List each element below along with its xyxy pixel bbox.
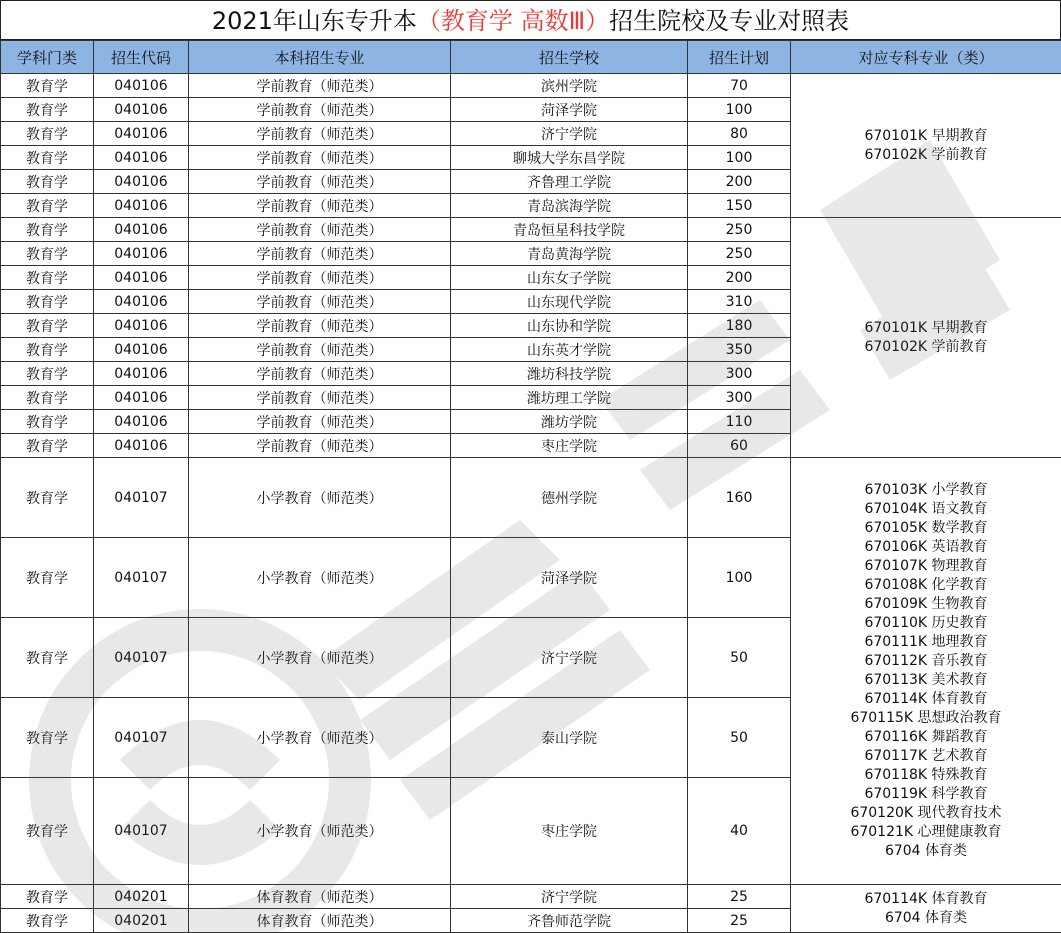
cell-vocational-majors bbox=[791, 458, 1061, 885]
vocational-major-item: 670114K 体育教育 bbox=[791, 890, 1061, 909]
vocational-major-item: 670108K 化学教育 bbox=[791, 576, 1061, 595]
cell-major: 学前教育（师范类） bbox=[189, 170, 451, 194]
cell-plan: 70 bbox=[688, 74, 791, 98]
cell-category: 教育学 bbox=[1, 266, 94, 290]
cell-category: 教育学 bbox=[1, 362, 94, 386]
table-header-row bbox=[1, 41, 1061, 74]
cell-code: 040106 bbox=[94, 338, 189, 362]
cell-major: 小学教育（师范类） bbox=[189, 618, 451, 698]
cell-code: 040106 bbox=[94, 410, 189, 434]
cell-major: 学前教育（师范类） bbox=[189, 74, 451, 98]
cell-plan: 200 bbox=[688, 266, 791, 290]
vocational-major-item: 670115K 思想政治教育 bbox=[791, 709, 1061, 728]
cell-plan: 80 bbox=[688, 122, 791, 146]
cell-plan: 25 bbox=[688, 909, 791, 933]
vocational-major-item: 670113K 美术教育 bbox=[791, 671, 1061, 690]
cell-plan: 180 bbox=[688, 314, 791, 338]
header-major: 本科招生专业 bbox=[189, 41, 451, 74]
cell-plan: 150 bbox=[688, 194, 791, 218]
cell-major: 学前教育（师范类） bbox=[189, 362, 451, 386]
table-row bbox=[1, 74, 1061, 98]
vocational-major-item: 670107K 物理教育 bbox=[791, 557, 1061, 576]
cell-category: 教育学 bbox=[1, 74, 94, 98]
cell-plan: 50 bbox=[688, 618, 791, 698]
vocational-major-item: 670106K 英语教育 bbox=[791, 538, 1061, 557]
cell-major: 学前教育（师范类） bbox=[189, 338, 451, 362]
cell-category: 教育学 bbox=[1, 909, 94, 933]
cell-code: 040106 bbox=[94, 146, 189, 170]
cell-category: 教育学 bbox=[1, 170, 94, 194]
cell-category: 教育学 bbox=[1, 885, 94, 909]
cell-major: 学前教育（师范类） bbox=[189, 98, 451, 122]
cell-school: 青岛恒星科技学院 bbox=[451, 218, 688, 242]
vocational-major-item: 670110K 历史教育 bbox=[791, 614, 1061, 633]
cell-major: 小学教育（师范类） bbox=[189, 698, 451, 778]
cell-school: 山东协和学院 bbox=[451, 314, 688, 338]
cell-school: 枣庄学院 bbox=[451, 434, 688, 458]
cell-school: 山东英才学院 bbox=[451, 338, 688, 362]
cell-major: 小学教育（师范类） bbox=[189, 458, 451, 538]
cell-category: 教育学 bbox=[1, 698, 94, 778]
vocational-major-item: 670102K 学前教育 bbox=[791, 338, 1061, 357]
cell-plan: 200 bbox=[688, 170, 791, 194]
cell-plan: 160 bbox=[688, 458, 791, 538]
cell-code: 040106 bbox=[94, 290, 189, 314]
vocational-major-item: 6704 体育类 bbox=[791, 842, 1061, 861]
cell-plan: 50 bbox=[688, 698, 791, 778]
cell-school: 青岛滨海学院 bbox=[451, 194, 688, 218]
cell-major: 学前教育（师范类） bbox=[189, 410, 451, 434]
cell-school: 山东现代学院 bbox=[451, 290, 688, 314]
vocational-major-item: 670111K 地理教育 bbox=[791, 633, 1061, 652]
cell-major: 学前教育（师范类） bbox=[189, 194, 451, 218]
vocational-major-item: 670118K 特殊教育 bbox=[791, 766, 1061, 785]
cell-school: 齐鲁师范学院 bbox=[451, 909, 688, 933]
cell-plan: 40 bbox=[688, 778, 791, 885]
cell-code: 040106 bbox=[94, 74, 189, 98]
cell-code: 040107 bbox=[94, 778, 189, 885]
cell-plan: 350 bbox=[688, 338, 791, 362]
cell-plan: 250 bbox=[688, 242, 791, 266]
cell-code: 040106 bbox=[94, 314, 189, 338]
cell-code: 040107 bbox=[94, 538, 189, 618]
cell-major: 体育教育（师范类） bbox=[189, 885, 451, 909]
cell-major: 学前教育（师范类） bbox=[189, 122, 451, 146]
cell-school: 济宁学院 bbox=[451, 885, 688, 909]
cell-category: 教育学 bbox=[1, 458, 94, 538]
cell-code: 040107 bbox=[94, 618, 189, 698]
cell-code: 040106 bbox=[94, 218, 189, 242]
cell-school: 青岛黄海学院 bbox=[451, 242, 688, 266]
cell-plan: 250 bbox=[688, 218, 791, 242]
vocational-major-item: 670119K 科学教育 bbox=[791, 785, 1061, 804]
cell-major: 学前教育（师范类） bbox=[189, 242, 451, 266]
cell-code: 040106 bbox=[94, 362, 189, 386]
cell-code: 040107 bbox=[94, 698, 189, 778]
vocational-major-item: 670114K 体育教育 bbox=[791, 690, 1061, 709]
title-suffix: 招生院校及专业对照表 bbox=[609, 7, 849, 35]
cell-major: 学前教育（师范类） bbox=[189, 266, 451, 290]
cell-school: 德州学院 bbox=[451, 458, 688, 538]
header-school: 招生学校 bbox=[451, 41, 688, 74]
cell-school: 齐鲁理工学院 bbox=[451, 170, 688, 194]
cell-code: 040106 bbox=[94, 194, 189, 218]
vocational-major-item: 670104K 语文教育 bbox=[791, 500, 1061, 519]
cell-school: 济宁学院 bbox=[451, 618, 688, 698]
cell-vocational-majors bbox=[791, 885, 1061, 933]
vocational-major-item: 670101K 早期教育 bbox=[791, 127, 1061, 146]
cell-plan: 110 bbox=[688, 410, 791, 434]
vocational-major-item: 670117K 艺术教育 bbox=[791, 747, 1061, 766]
vocational-major-item: 670116K 舞蹈教育 bbox=[791, 728, 1061, 747]
vocational-major-item: 670120K 现代教育技术 bbox=[791, 804, 1061, 823]
vocational-major-item: 670121K 心理健康教育 bbox=[791, 823, 1061, 842]
cell-vocational-majors bbox=[791, 74, 1061, 218]
cell-plan: 100 bbox=[688, 538, 791, 618]
cell-plan: 300 bbox=[688, 362, 791, 386]
cell-school: 聊城大学东昌学院 bbox=[451, 146, 688, 170]
cell-vocational-majors bbox=[791, 218, 1061, 458]
cell-code: 040106 bbox=[94, 266, 189, 290]
cell-school: 山东女子学院 bbox=[451, 266, 688, 290]
cell-school: 潍坊理工学院 bbox=[451, 386, 688, 410]
cell-school: 菏泽学院 bbox=[451, 538, 688, 618]
cell-plan: 60 bbox=[688, 434, 791, 458]
cell-plan: 100 bbox=[688, 146, 791, 170]
cell-category: 教育学 bbox=[1, 122, 94, 146]
cell-school: 菏泽学院 bbox=[451, 98, 688, 122]
vocational-major-item: 6704 体育类 bbox=[791, 909, 1061, 928]
admission-table bbox=[0, 40, 1061, 933]
cell-code: 040106 bbox=[94, 122, 189, 146]
cell-code: 040106 bbox=[94, 170, 189, 194]
cell-code: 040201 bbox=[94, 909, 189, 933]
cell-major: 学前教育（师范类） bbox=[189, 314, 451, 338]
cell-category: 教育学 bbox=[1, 618, 94, 698]
cell-major: 学前教育（师范类） bbox=[189, 290, 451, 314]
page-title bbox=[0, 0, 1061, 40]
cell-major: 学前教育（师范类） bbox=[189, 434, 451, 458]
table-row bbox=[1, 218, 1061, 242]
cell-code: 040106 bbox=[94, 242, 189, 266]
vocational-major-item: 670102K 学前教育 bbox=[791, 146, 1061, 165]
header-code: 招生代码 bbox=[94, 41, 189, 74]
cell-school: 潍坊学院 bbox=[451, 410, 688, 434]
vocational-major-item: 670101K 早期教育 bbox=[791, 319, 1061, 338]
cell-major: 学前教育（师范类） bbox=[189, 218, 451, 242]
cell-major: 学前教育（师范类） bbox=[189, 386, 451, 410]
vocational-major-item: 670112K 音乐教育 bbox=[791, 652, 1061, 671]
cell-major: 小学教育（师范类） bbox=[189, 538, 451, 618]
cell-code: 040106 bbox=[94, 386, 189, 410]
cell-code: 040107 bbox=[94, 458, 189, 538]
cell-category: 教育学 bbox=[1, 778, 94, 885]
vocational-major-item: 670103K 小学教育 bbox=[791, 481, 1061, 500]
cell-code: 040201 bbox=[94, 885, 189, 909]
cell-category: 教育学 bbox=[1, 538, 94, 618]
cell-school: 枣庄学院 bbox=[451, 778, 688, 885]
table-row bbox=[1, 458, 1061, 538]
cell-major: 小学教育（师范类） bbox=[189, 778, 451, 885]
cell-category: 教育学 bbox=[1, 194, 94, 218]
vocational-major-item: 670105K 数学教育 bbox=[791, 519, 1061, 538]
cell-school: 济宁学院 bbox=[451, 122, 688, 146]
cell-plan: 25 bbox=[688, 885, 791, 909]
cell-school: 泰山学院 bbox=[451, 698, 688, 778]
header-vocational: 对应专科专业（类） bbox=[791, 41, 1061, 74]
cell-plan: 310 bbox=[688, 290, 791, 314]
cell-category: 教育学 bbox=[1, 98, 94, 122]
cell-category: 教育学 bbox=[1, 314, 94, 338]
vocational-major-item: 670109K 生物教育 bbox=[791, 595, 1061, 614]
cell-category: 教育学 bbox=[1, 386, 94, 410]
cell-code: 040106 bbox=[94, 98, 189, 122]
cell-category: 教育学 bbox=[1, 218, 94, 242]
cell-category: 教育学 bbox=[1, 146, 94, 170]
cell-major: 学前教育（师范类） bbox=[189, 146, 451, 170]
cell-plan: 300 bbox=[688, 386, 791, 410]
cell-category: 教育学 bbox=[1, 410, 94, 434]
cell-school: 潍坊科技学院 bbox=[451, 362, 688, 386]
header-category: 学科门类 bbox=[1, 41, 94, 74]
title-prefix: 2021年山东专升本 bbox=[212, 7, 417, 35]
cell-category: 教育学 bbox=[1, 242, 94, 266]
table-row bbox=[1, 885, 1061, 909]
cell-school: 滨州学院 bbox=[451, 74, 688, 98]
title-highlight: （教育学 高数Ⅲ） bbox=[417, 7, 609, 35]
cell-plan: 100 bbox=[688, 98, 791, 122]
cell-category: 教育学 bbox=[1, 290, 94, 314]
cell-category: 教育学 bbox=[1, 338, 94, 362]
header-plan: 招生计划 bbox=[688, 41, 791, 74]
cell-code: 040106 bbox=[94, 434, 189, 458]
cell-major: 体育教育（师范类） bbox=[189, 909, 451, 933]
cell-category: 教育学 bbox=[1, 434, 94, 458]
